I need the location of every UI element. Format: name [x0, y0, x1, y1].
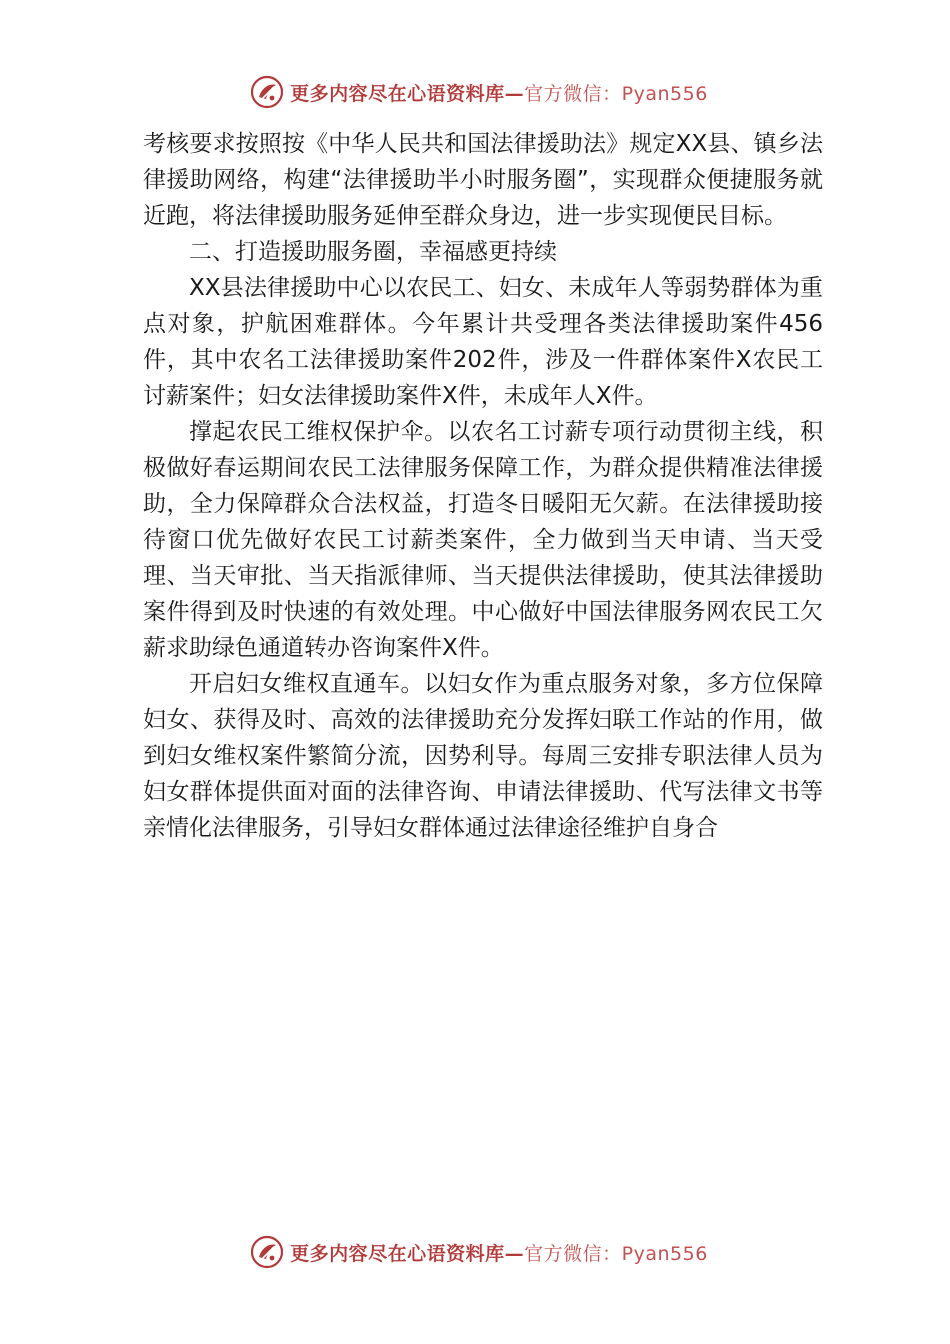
- paragraph-4: 开启妇女维权直通车。以妇女作为重点服务对象，多方位保障妇女、获得及时、高效的法律援助充分发挥妇联工作站的作用，做到妇女维权案件繁简分流，因势利导。每周三安排专职法律人员为妇女群体提供面对面的法律咨询、申请法律援助、代写法律文书等亲情化法律服务，引导妇女群体通过法律途径维护自身合: [143, 671, 823, 841]
- paragraph-1: 考核要求按照按《中华人民共和国法律援助法》规定XX县、镇乡法律援助网络，构建“法律援助半小时服务圈”，实现群众便捷服务就近跑，将法律援助服务延伸至群众身边，进一步实现便民目标。: [143, 131, 823, 229]
- paragraph-2: XX县法律援助中心以农民工、妇女、未成年人等弱势群体为重点对象，护航困难群体。今年累计共受理各类法律援助案件456件，其中农名工法律援助案件202件，涉及一件群体案件X农民工讨薪案件；妇女法律援助案件X件，未成年人X件。: [143, 275, 823, 409]
- header-banner-wechat: 官方微信：Pyan556: [524, 82, 708, 105]
- header-banner-separator: —: [504, 82, 525, 105]
- header-banner: [0, 72, 950, 112]
- footer-banner-title: 更多内容尽在心语资料库: [290, 1242, 505, 1265]
- brand-logo-icon: [250, 75, 284, 109]
- footer-banner-inner: [250, 1235, 708, 1269]
- header-banner-inner: [250, 75, 708, 109]
- document-body: [143, 126, 823, 846]
- footer-banner-text: [290, 1239, 708, 1266]
- footer-banner-separator: —: [504, 1242, 525, 1265]
- footer-banner-wechat: 官方微信：Pyan556: [524, 1242, 708, 1265]
- header-banner-title: 更多内容尽在心语资料库: [290, 82, 505, 105]
- brand-logo-icon: [250, 1235, 284, 1269]
- section-heading: 二、打造援助服务圈，幸福感更持续: [189, 239, 557, 265]
- paragraph-3: 撑起农民工维权保护伞。以农名工讨薪专项行动贯彻主线，积极做好春运期间农民工法律服务保障工作，为群众提供精准法律援助，全力保障群众合法权益，打造冬日暖阳无欠薪。在法律援助接待窗口优先做好农民工讨薪类案件，全力做到当天申请、当天受理、当天审批、当天指派律师、当天提供法律援助，使其法律援助案件得到及时快速的有效处理。中心做好中国法律服务网农民工欠薪求助绿色通道转办咨询案件X件。: [143, 419, 823, 661]
- header-banner-text: [290, 79, 708, 106]
- footer-banner: [0, 1232, 950, 1272]
